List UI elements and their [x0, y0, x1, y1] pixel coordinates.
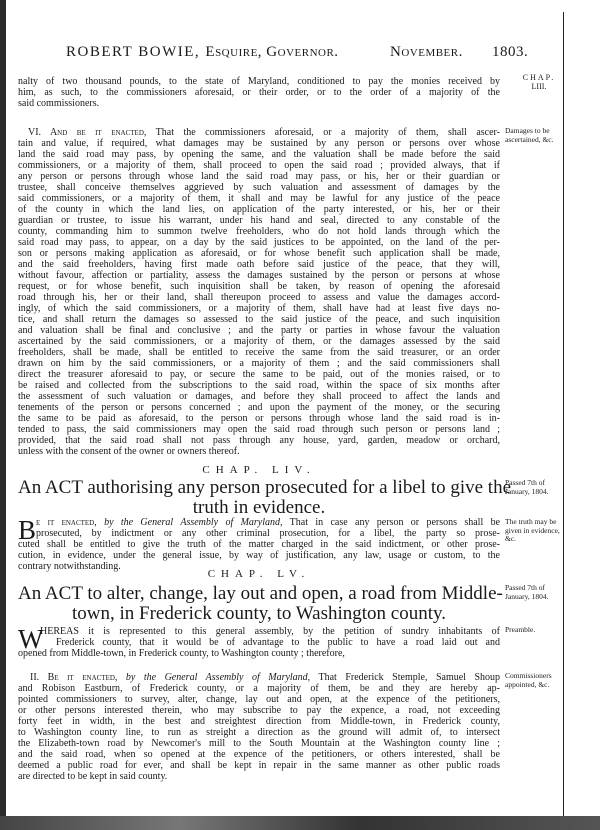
text-line: pointed commissioners to survey, alter, change, lay out and open, at the expence of the petitioners,: [18, 694, 500, 705]
chap-55-title-line-2: town, in Frederick county, to Washington county.: [71, 603, 447, 624]
text-line: the Elizabeth-town road by Newcomer's mill to the South Mountain at the Washington county line ;: [18, 738, 500, 749]
text-line: tice, and shall return the damages so assessed to the said justice of the peace, and such inquisition: [18, 314, 500, 325]
text-line: cution, in evidence, under the general issue, by way of justification, any law, usage or custom, to the: [18, 550, 500, 561]
text-line: said road may pass, to appear, on a day by the said justices to be appointed, on the land of the per-: [18, 237, 500, 248]
text-line: drawn on him by the said commissioners, or a majority of them ; and the said commissioners shall: [18, 358, 500, 369]
scan-bottom-edge: [0, 816, 600, 830]
scan-left-edge: [0, 0, 6, 830]
section-6-first-line: [28, 127, 500, 138]
enacting-authority: by the General Assembly of Maryland,: [96, 517, 283, 528]
page-year: 1803.: [492, 44, 529, 60]
margin-note-preamble: Preamble.: [505, 625, 536, 634]
text-line: freeholders, shall be made, shall be entitled to receive the same from the said treasurer, or an order: [18, 347, 500, 358]
text-line: said commissioners, or a majority of them, it shall and may be lawful for any justice of the peace: [18, 193, 500, 204]
margin-note-chap-liii: [522, 74, 556, 91]
drop-cap-w: W: [18, 624, 44, 654]
text-line: ingly, of which the said commissioners, or a majority of them, shall have had at least five days no-: [18, 303, 500, 314]
text-line: are directed to be kept in said county.: [18, 771, 168, 782]
text-line: guardian or trustee, to issue his warrant, under his hand and seal, directed to any constable of the: [18, 215, 500, 226]
enacting-clause: VI. And be it enacted,: [28, 127, 147, 138]
enacting-authority: by the General Assembly of Maryland,: [117, 672, 311, 683]
text-line: tended to pass, the said commissioners may open the said road through such person or persons land ;: [18, 424, 500, 435]
text-line: said commissioners.: [18, 98, 100, 109]
text-line: and Robison Eastburn, of Frederick county, or a majority of them, be and they are hereby ap-: [18, 683, 500, 694]
chap-55-heading: CHAP. LV.: [207, 568, 311, 580]
text-line: tain and value, if required, what damages may be sustained by any person or persons over whose: [18, 138, 500, 149]
drop-cap-b: B: [18, 515, 37, 545]
chap-54-title-line-1: An ACT authorising any person prosecuted for a libel to give the: [18, 477, 512, 498]
running-title: [66, 44, 339, 61]
text-line: ascertained by the said commissioners, or a majority of them, or the damages assessed by the said: [18, 336, 500, 347]
text-line: forty feet in width, in the best and streightest direction from Middle-town, in Frederick county,: [18, 716, 500, 727]
text-line: request, or for whose benefit, such inquisition shall be taken, by reason of opening the aforesaid: [18, 281, 500, 292]
margin-note-passed-54: Passed 7th of January, 1804.: [505, 478, 549, 496]
text-line: him, as such, to the commissioners aforesaid, or their order, or to the order of a majority of the: [18, 87, 500, 98]
text-line: commissioners, or a majority of them, shall proceed to open the said road ; provided always, that if: [18, 160, 500, 171]
margin-note-passed-55: Passed 7th of January, 1804.: [505, 583, 549, 601]
text-line: of the county in which the land lies, on application of the party interested, or his, her or their: [18, 204, 500, 215]
text-line: provided, that the said road shall not pass through any house, yard, garden, meadow or orchard,: [18, 435, 500, 446]
text-line: the assessment of such valuation or damages, and before they shall proceed to affect the lands and: [18, 391, 500, 402]
chap-54-second-line: prosecuted, by indictment or any other criminal prosecution, for a libel, the party so prose-: [36, 528, 500, 539]
text-line: to Washington county line, to run as streight a direction as the ground will admit of, to intersect: [18, 727, 500, 738]
text-line: the same to be paid as aforesaid, to the person or persons through whose land the said road is in-: [18, 413, 500, 424]
preamble-line-2: Frederick county, that it would be of advantage to the public to have a road laid out and: [56, 637, 500, 648]
running-title-rank: Esquire, Governor.: [205, 44, 339, 60]
text-line: tenements of the person or persons concerned ; and upon the payment of the money, or the securing: [18, 402, 500, 413]
text-line: road through his, her or their land, shall thereupon proceed to assess and value the damages accord-: [18, 292, 500, 303]
margin-note-commissioners: Commissioners appointed, &c.: [505, 671, 552, 689]
preamble-line-1: HEREAS it is represented to this general assembly, by the petition of sundry inhabitants of: [40, 626, 500, 637]
text-line: any person or persons through whose land the said road may pass, or his, her or their guardian or: [18, 171, 500, 182]
text-line: deemed a public road for ever, and shall be kept in repair in the same manner as other public roads: [18, 760, 500, 771]
chap-number: LIII.: [531, 81, 547, 91]
text-line: direct the treasurer aforesaid to pay, or secure the same to be paid, out of the monies raised, or to: [18, 369, 500, 380]
running-month: November.: [390, 44, 463, 60]
text-line: trustee, shall conceive themselves aggrieved by such valuation and assessment of damages by the: [18, 182, 500, 193]
chap-54-heading: CHAP. LIV.: [202, 464, 316, 476]
chap-54-title-line-2: truth in evidence.: [192, 497, 326, 518]
chap-label: CHAP.: [522, 73, 556, 82]
preamble-line-3: opened from Middle-town, in Frederick county, to Washington county ; therefore,: [18, 648, 345, 659]
text-line: son or persons making application as aforesaid, or for whose benefit such application shall be made,: [18, 248, 500, 259]
text-line: and the said freeholders, having first made oath before said justice of the peace, that they will,: [18, 259, 500, 270]
text-line: and valuation shall be final and conclusive ; and the party or parties in whose favour the valuation: [18, 325, 500, 336]
enacting-clause: e it enacted,: [36, 517, 97, 528]
line-text: That Frederick Stemple, Samuel Shoup: [310, 672, 501, 683]
chap-55-title-line-1: An ACT to alter, change, lay out and open, a road from Middle-: [18, 583, 503, 604]
text-line: county, commanding him to summon twelve freeholders, who do not hold lands through which the: [18, 226, 500, 237]
text-line: and the said road, when so opened at the expence of the petitioners, or others interested, shall be: [18, 749, 500, 760]
text-line: nalty of two thousand pounds, to the state of Maryland, conditioned to pay the monies received by: [18, 76, 500, 87]
text-line: cuted shall be entitled to give the truth of the matter charged in the said indictment, or other prose-: [18, 539, 500, 550]
text-line: land the said road may pass, by opening the same, and the valuation shall be made before the said: [18, 149, 500, 160]
running-title-name: ROBERT BOWIE,: [66, 44, 201, 60]
text-line: contrary notwithstanding.: [18, 561, 121, 572]
text-line: or other persons interested therein, who may subscribe to pay the expence, a road, not exceeding: [18, 705, 500, 716]
section-2-first-line: [30, 672, 500, 683]
text-line: be raised and collected from the subscriptions to the said road, within the space of six months after: [18, 380, 500, 391]
line-text: That the commissioners aforesaid, or a majority of them, shall ascer-: [146, 127, 501, 138]
margin-rule: [563, 12, 564, 818]
margin-note-truth: The truth may be given in evidence, &c.: [505, 517, 560, 543]
margin-note-damages: Damages to be ascertained, &c.: [505, 126, 554, 144]
enacting-clause: II. Be it enacted,: [30, 672, 118, 683]
text-line: without favour, affection or partiality, assess the damages sustained by the person or persons at whose: [18, 270, 500, 281]
text-line: unless with the consent of the owner or owners thereof.: [18, 446, 240, 457]
line-text: That in case any person or persons shall be: [282, 517, 501, 528]
chap-54-first-line: [36, 517, 500, 528]
